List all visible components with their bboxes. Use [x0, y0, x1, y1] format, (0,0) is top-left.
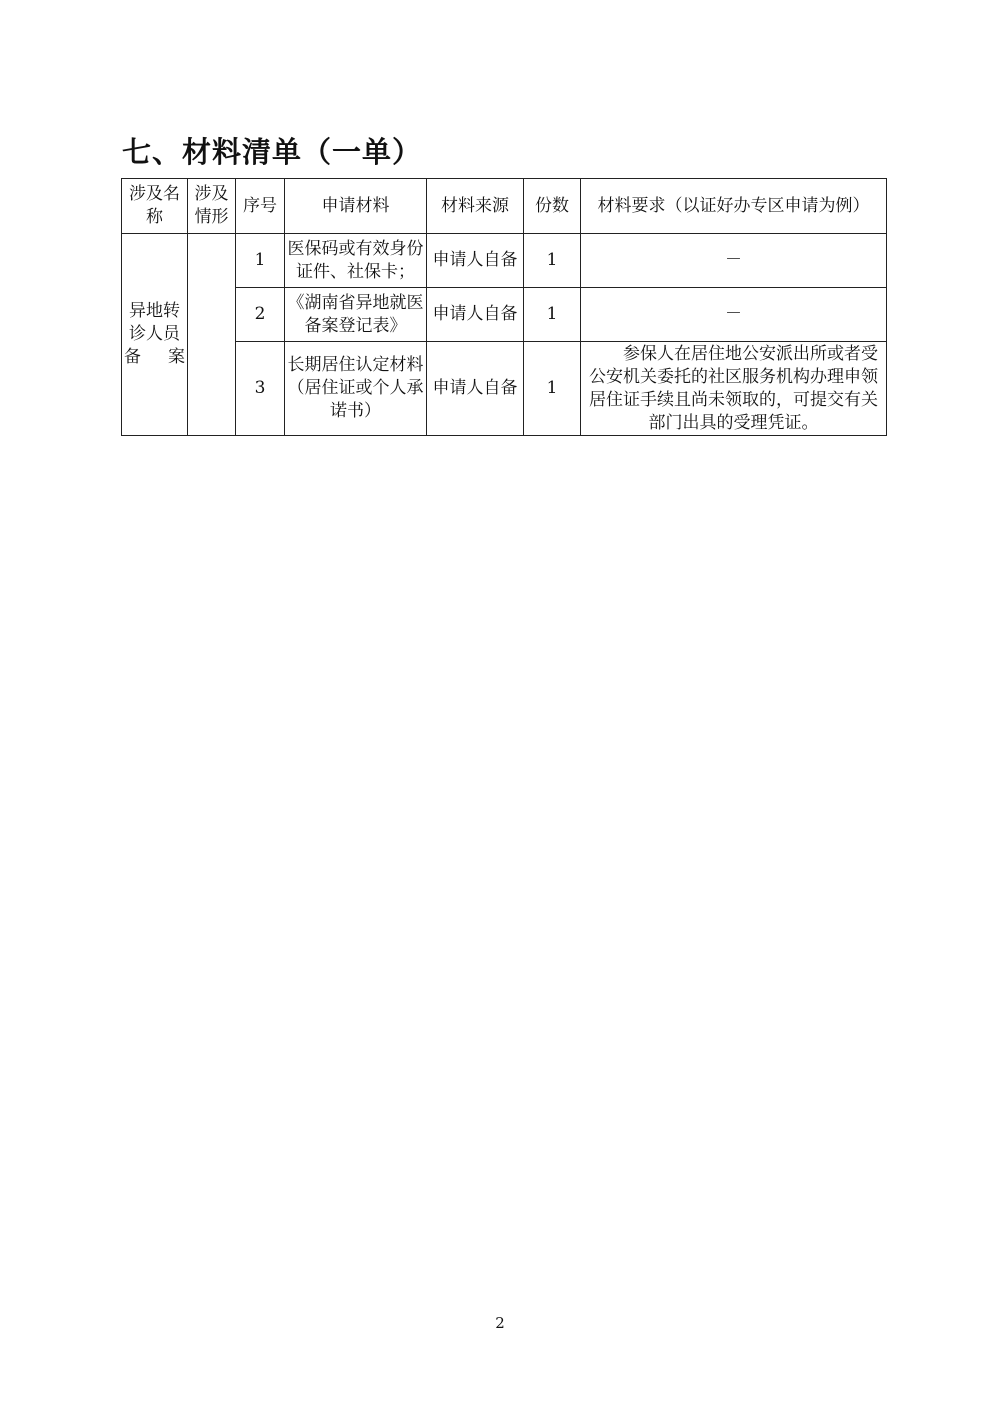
row-material: 医保码或有效身份证件、社保卡；	[285, 234, 427, 288]
header-material: 申请材料	[285, 179, 427, 234]
header-item-name: 涉及名称	[122, 179, 188, 234]
materials-table	[121, 178, 887, 436]
row-copies: 1	[524, 234, 581, 288]
row-material: 长期居住认定材料（居住证或个人承诺书）	[285, 342, 427, 436]
row-copies: 1	[524, 342, 581, 436]
row-material: 《湖南省异地就医备案登记表》	[285, 288, 427, 342]
row-requirement: －	[581, 234, 887, 288]
row-source: 申请人自备	[427, 288, 524, 342]
row-number: 3	[236, 342, 285, 436]
row-requirement: 参保人在居住地公安派出所或者受公安机关委托的社区服务机构办理申领居住证手续且尚未领取的，可提交有关部门出具的受理凭证。	[581, 342, 887, 436]
header-situation: 涉及情形	[188, 179, 236, 234]
header-source: 材料来源	[427, 179, 524, 234]
page-number: 2	[495, 1314, 505, 1332]
table-row	[122, 342, 887, 436]
table-row	[122, 234, 887, 288]
row-source: 申请人自备	[427, 234, 524, 288]
situation-cell	[188, 234, 236, 436]
header-requirement: 材料要求（以证好办专区申请为例）	[581, 179, 887, 234]
row-source: 申请人自备	[427, 342, 524, 436]
row-number: 2	[236, 288, 285, 342]
table-row	[122, 288, 887, 342]
row-copies: 1	[524, 288, 581, 342]
header-number: 序号	[236, 179, 285, 234]
row-number: 1	[236, 234, 285, 288]
item-name-cell: 异地转诊人员备案	[122, 234, 188, 436]
table-header-row	[122, 179, 887, 234]
section-title: 七、材料清单（一单）	[122, 135, 423, 169]
header-copies: 份数	[524, 179, 581, 234]
row-requirement: －	[581, 288, 887, 342]
